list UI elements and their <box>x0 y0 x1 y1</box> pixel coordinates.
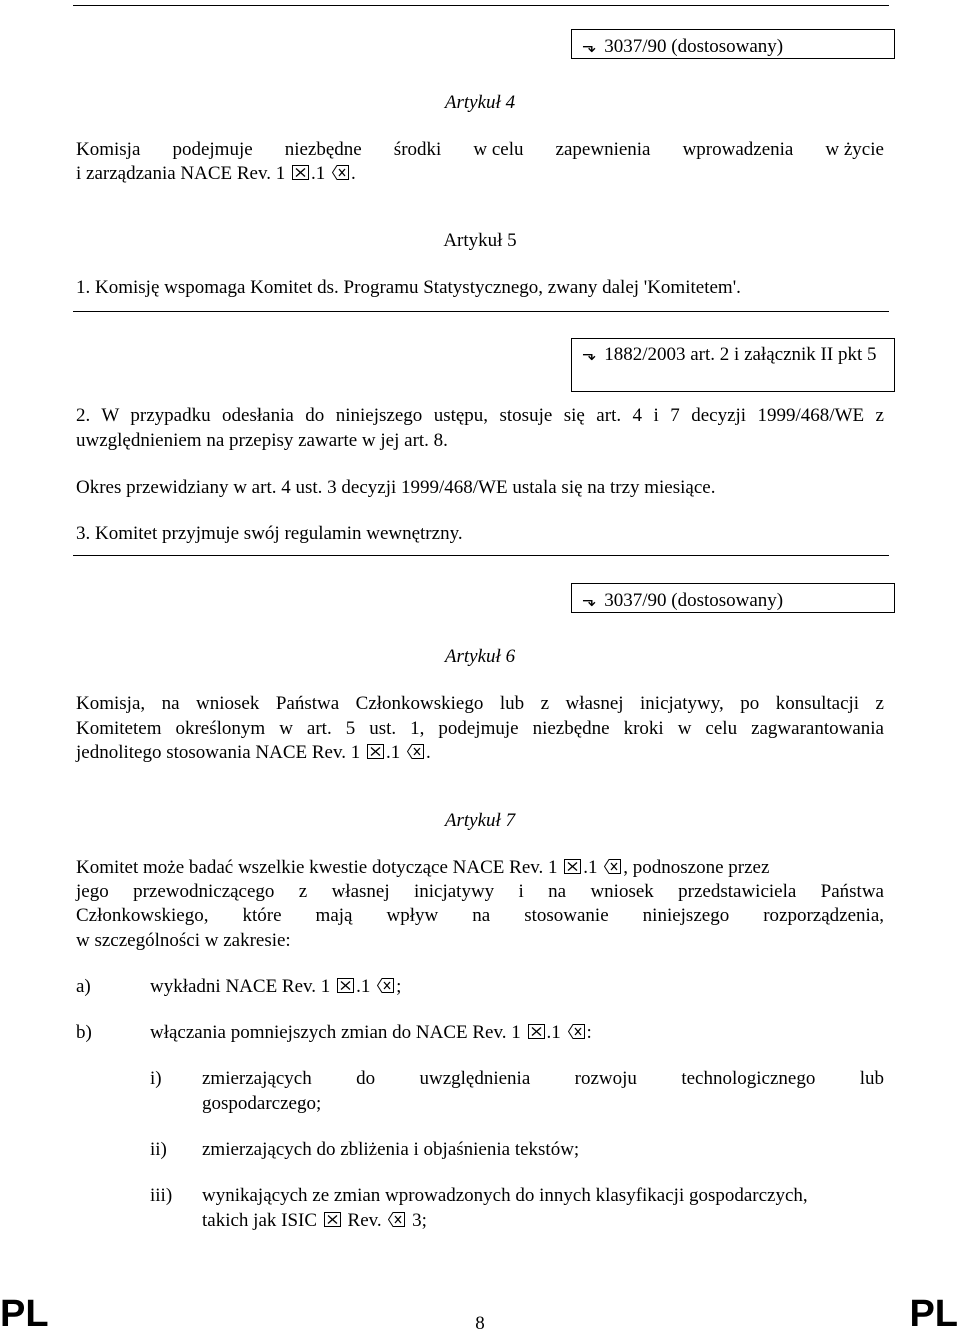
list-item <box>150 1021 592 1045</box>
sublist-label: iii) <box>150 1185 173 1206</box>
word: Komisja <box>76 139 141 160</box>
word: w celu <box>473 139 524 160</box>
text: i zarządzania NACE Rev. 1 <box>76 163 286 184</box>
text: wykładni NACE Rev. 1 <box>150 976 331 997</box>
insertion-end-icon <box>407 744 424 759</box>
list-label: a) <box>76 976 91 997</box>
source-reference-box <box>571 29 895 59</box>
footer-language-left: PL <box>0 1293 49 1335</box>
sublist-item-line: zmierzających do uwzględnienia rozwoju technologicznego lub <box>202 1068 884 1089</box>
footer-language-right: PL <box>909 1293 958 1335</box>
insertion-start-icon <box>324 1212 341 1227</box>
sublist-item-line: wynikających ze zmian wprowadzonych do innych klasyfikacji gospodarczych, <box>202 1185 808 1206</box>
insertion-start-icon <box>564 859 581 874</box>
down-arrow-icon: ⬎ <box>582 37 597 57</box>
insertion-start-icon <box>337 978 354 993</box>
article-7-line-3: Członkowskiego, które mają wpływ na stosowanie niniejszego rozporządzenia, <box>76 905 884 926</box>
source-reference-box <box>571 338 895 392</box>
text: takich jak ISIC <box>202 1210 318 1231</box>
article-5-paragraph-2b: Okres przewidziany w art. 4 ust. 3 decyzji 1999/468/WE ustala się na trzy miesiące. <box>76 477 716 498</box>
word: zapewnienia <box>555 139 651 160</box>
text: ; <box>396 976 402 997</box>
sublist-label: i) <box>150 1068 162 1089</box>
article-6-heading: Artykuł 6 <box>444 646 516 667</box>
article-7-line-2: jego przewodniczącego z własnej inicjatywy i na wniosek przedstawiciela Państwa <box>76 881 884 902</box>
article-5-paragraph-3: 3. Komitet przyjmuje swój regulamin wewnętrzny. <box>76 523 463 544</box>
article-6-line-3 <box>76 741 431 765</box>
word: w życie <box>825 139 884 160</box>
insertion-end-icon <box>332 165 349 180</box>
sublist-label: ii) <box>150 1139 167 1160</box>
word: wprowadzenia <box>682 139 794 160</box>
sublist-item-line: gospodarczego; <box>202 1093 322 1114</box>
source-reference-box <box>571 583 895 613</box>
article-7-line-1 <box>76 856 884 880</box>
word: podejmuje <box>172 139 253 160</box>
list-label: b) <box>76 1022 92 1043</box>
insertion-start-icon <box>367 744 384 759</box>
down-arrow-icon: ⬎ <box>582 345 597 365</box>
text: Rev. <box>347 1210 382 1231</box>
sublist-item-line <box>202 1209 427 1233</box>
sublist-item-line: zmierzających do zbliżenia i objaśnienia tekstów; <box>202 1139 580 1160</box>
text: : <box>586 1022 592 1043</box>
text: .1 <box>311 163 326 184</box>
text: . <box>351 163 356 184</box>
article-7-heading: Artykuł 7 <box>444 810 516 831</box>
top-rule <box>73 5 889 6</box>
article-5-paragraph-2-line-1: 2. W przypadku odesłania do niniejszego ustępu, stosuje się art. 4 i 7 decyzji 1999/468/WE z <box>76 405 884 426</box>
text: Komitet może badać wszelkie kwestie dotyczące NACE Rev. 1 .1 , podnoszone przez <box>76 857 770 878</box>
text: 3; <box>412 1210 427 1231</box>
insertion-start-icon <box>528 1024 545 1039</box>
insertion-end-icon <box>604 859 621 874</box>
text: włączania pomniejszych zmian do NACE Rev. 1 <box>150 1022 521 1043</box>
source-reference-text: 3037/90 (dostosowany) <box>604 590 784 611</box>
word: środki <box>393 139 442 160</box>
article-4-line-1 <box>76 138 884 162</box>
page-number: 8 <box>475 1313 485 1334</box>
article-4-line-2 <box>76 162 356 186</box>
text: .1 <box>356 976 371 997</box>
article-4-heading: Artykuł 4 <box>444 92 516 113</box>
article-6-line-1: Komisja, na wniosek Państwa Członkowskiego lub z własnej inicjatywy, po konsultacji z <box>76 693 884 714</box>
insertion-start-icon <box>292 165 309 180</box>
article-7-line-4: w szczególności w zakresie: <box>76 930 291 951</box>
text: .1 <box>546 1022 561 1043</box>
article-5-paragraph-1: 1. Komisję wspomaga Komitet ds. Programu Statystycznego, zwany dalej 'Komitetem'. <box>76 277 741 298</box>
source-reference-text: 1882/2003 art. 2 i załącznik II pkt 5 <box>604 344 877 365</box>
word: niezbędne <box>284 139 362 160</box>
article-5-heading: Artykuł 5 <box>443 230 517 251</box>
article-5-paragraph-2-line-2: uwzględnieniem na przepisy zawarte w jej art. 8. <box>76 430 448 451</box>
section-rule <box>73 555 889 556</box>
insertion-end-icon <box>568 1024 585 1039</box>
insertion-end-icon <box>388 1212 405 1227</box>
text: jednolitego stosowania NACE Rev. 1 <box>76 742 361 763</box>
down-arrow-icon: ⬎ <box>582 591 597 611</box>
source-reference-text: 3037/90 (dostosowany) <box>604 36 784 57</box>
section-rule <box>73 311 889 312</box>
list-item <box>150 975 401 999</box>
text: . <box>426 742 431 763</box>
article-6-line-2: Komitetem określonym w art. 5 ust. 1, podejmuje niezbędne kroki w celu zagwarantowania <box>76 718 884 739</box>
text: .1 <box>386 742 401 763</box>
insertion-end-icon <box>377 978 394 993</box>
